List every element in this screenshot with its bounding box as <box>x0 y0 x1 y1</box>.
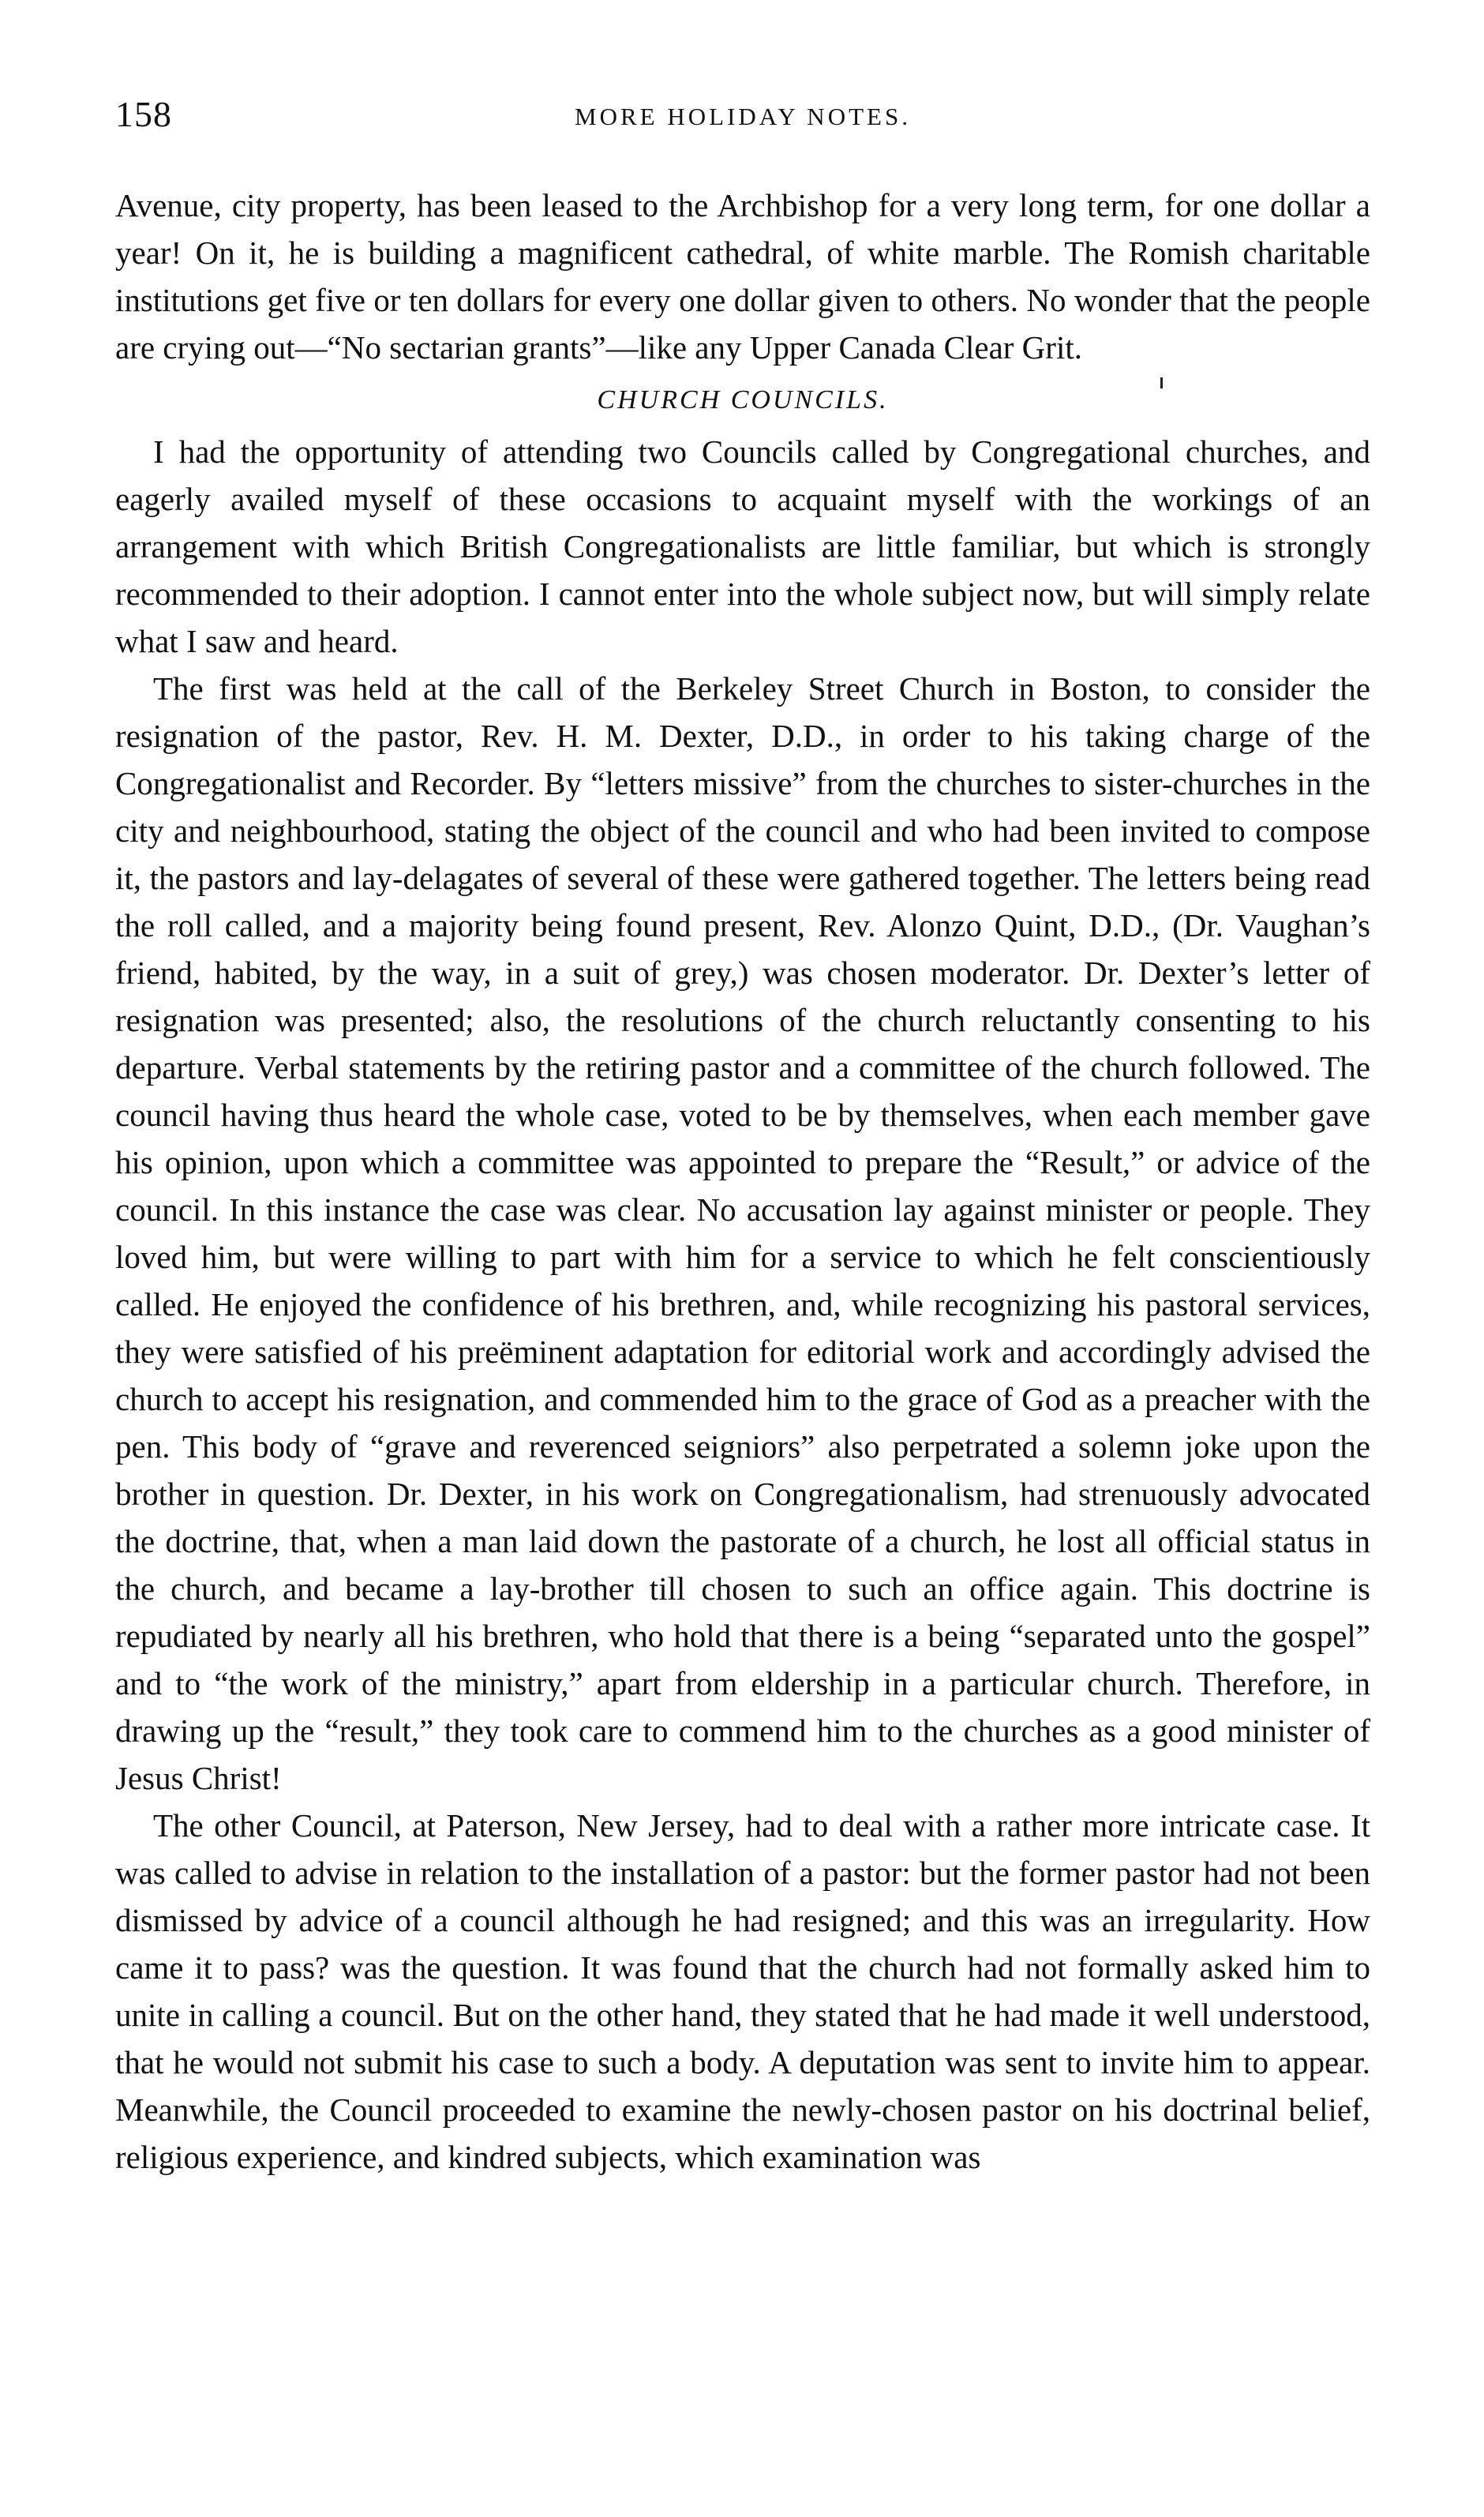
paragraph-second-council: The other Council, at Paterson, New Jersey, had to deal with a rather more intricate case. It was called to advise in relation to the installation of a pastor: but the former pastor had not been dismissed by advice of a council although he had resigned; and this was an irregularity. How came it to pass? was the question. It was found that the church had not formally asked him to unite in calling a council. But on the other hand, they stated that he had made it well understood, that he would not submit his case to such a body. A deputation was sent to invite him to appear. Meanwhile, the Council proceeded to examine the newly-chosen pastor on his doctrinal belief, religious experience, and kindred subjects, which examination was <box>115 1807 1370 2175</box>
page-header <box>115 93 1370 155</box>
page-number: 158 <box>115 94 172 134</box>
page-body <box>115 182 1370 2181</box>
paragraph-first-council: The first was held at the call of the Berkeley Street Church in Boston, to consider the resignation of the pastor, Rev. H. M. Dexter, D.D., in order to his taking charge of the Congregationalist and Recorder. By “letters missive” from the churches to sister-churches in the city and neighbourhood, stating the object of the council and who had been invited to compose it, the pastors and lay-delagates of several of these were gathered together. The letters being read the roll called, and a majority being found present, Rev. Alonzo Quint, D.D., (Dr. Vaughan’s friend, habited, by the way, in a suit of grey,) was chosen moderator. Dr. Dexter’s letter of resignation was presented; also, the resolutions of the church reluctantly consenting to his departure. Verbal statements by the retiring pastor and a committee of the church followed. The council having thus heard the whole case, voted to be by themselves, when each member gave his opinion, upon which a committee was appointed to prepare the “Result,” or advice of the council. In this instance the case was clear. No accusation lay against minister or people. They loved him, but were willing to part with him for a service to which he felt conscientiously called. He enjoyed the confidence of his brethren, and, while recognizing his pastoral services, they were satisfied of his preëminent adaptation for editorial work and accordingly advised the church to accept his resignation, and commended him to the grace of God as a preacher with the pen. This body of “grave and reverenced seigniors” also perpetrated a solemn joke upon the brother in question. Dr. Dexter, in his work on Congregationalism, had strenuously advocated the doctrine, that, when a man laid down the pastorate of a church, he lost all official status in the church, and became a lay-brother till chosen to such an office again. This doctrine is repudiated by nearly all his brethren, who hold that there is a being “separated unto the gospel” and to “the work of the ministry,” apart from eldership in a particular church. Therefore, in drawing up the “result,” they took care to commend him to the churches as a good minister of Jesus Christ! <box>115 670 1370 1796</box>
section-heading: CHURCH COUNCILS. <box>597 385 889 414</box>
paragraph-continuation: Avenue, city property, has been leased to the Archbishop for a very long term, for one dollar a year! On it, he is building a magnificent cathedral, of white marble. The Romish charitable institutions get five or ten dollars for every one dollar given to others. No wonder that the people are crying out—“No sectarian grants”—like any Upper Canada Clear Grit. <box>115 187 1370 366</box>
running-head: MORE HOLIDAY NOTES. <box>575 103 911 130</box>
book-page <box>115 93 1370 2181</box>
paragraph-councils-intro: I had the opportunity of attending two Councils called by Congregational churches, and eagerly availed myself of these occasions to acquaint myself with the workings of an arrangement with which British Congregationalists are little familiar, but which is strongly recommended to their adoption. I cannot enter into the whole subject now, but will simply relate what I saw and heard. <box>115 433 1370 659</box>
stray-ink-mark <box>1160 377 1163 388</box>
